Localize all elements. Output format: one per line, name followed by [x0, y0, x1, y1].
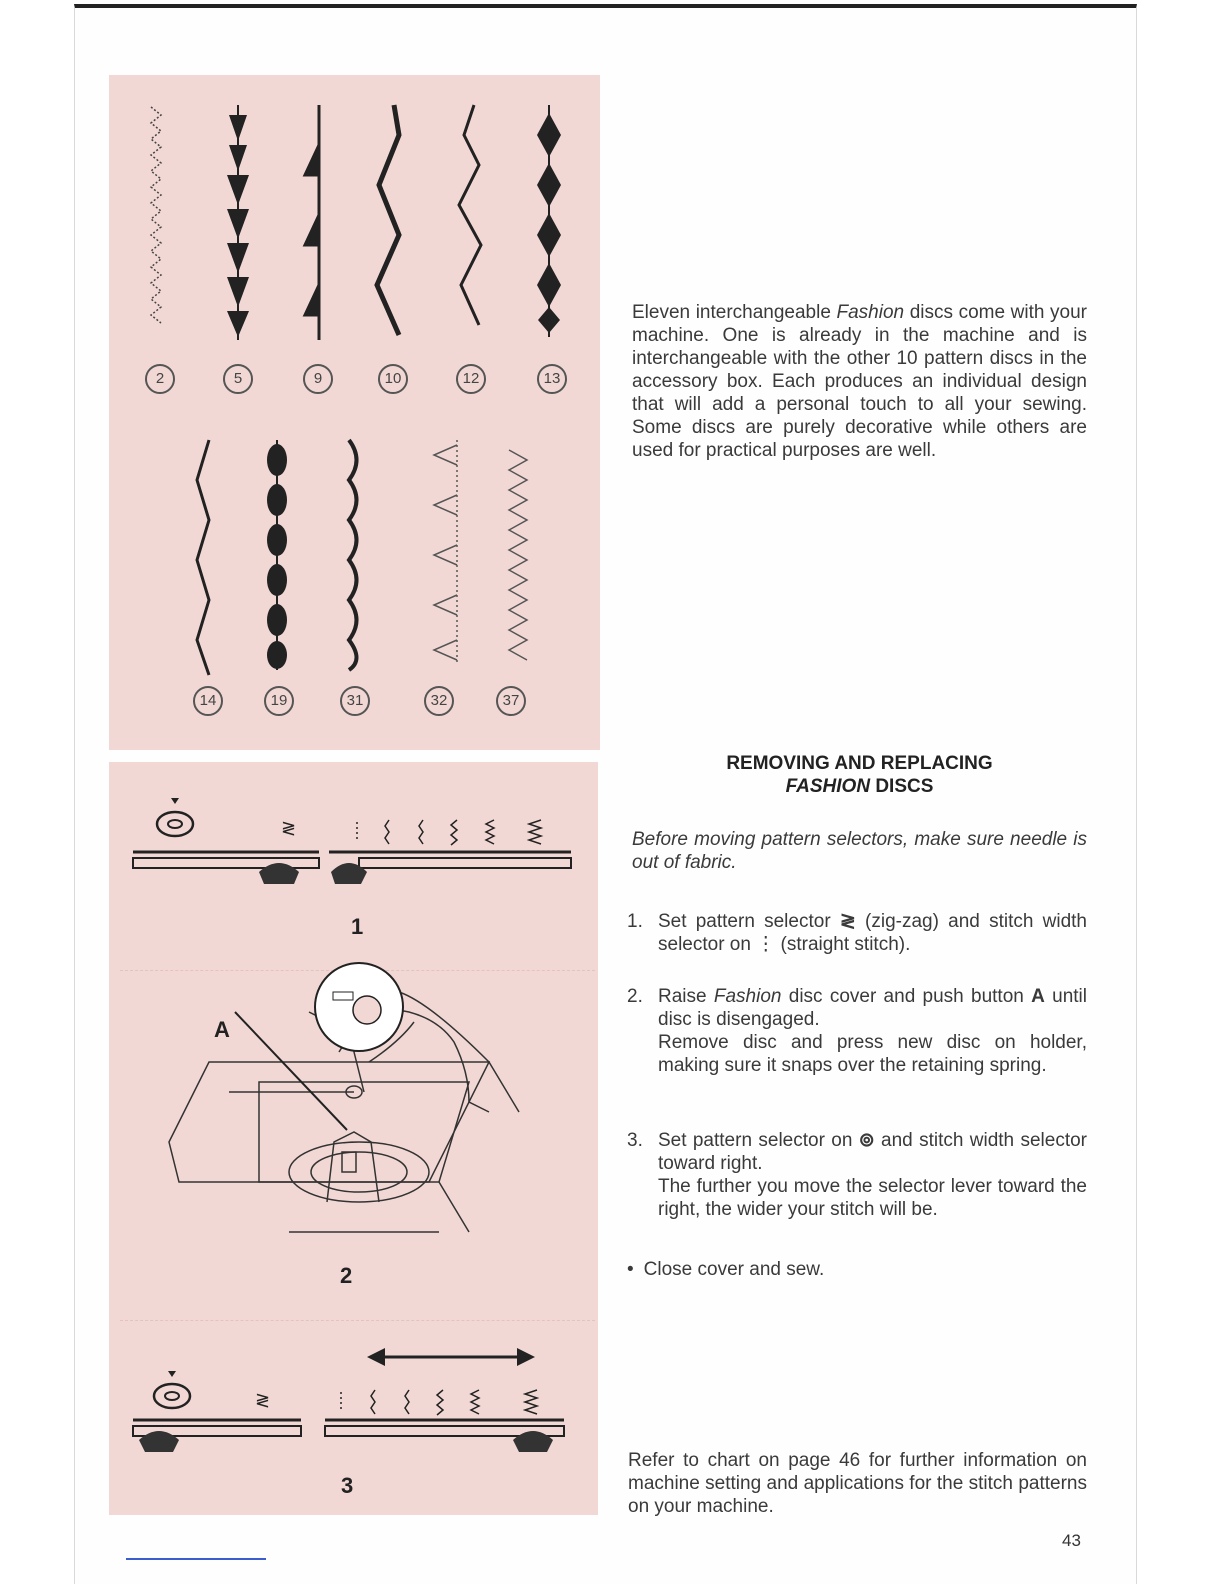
figure-3-number: 3	[341, 1473, 354, 1498]
pattern-number-5: 5	[223, 364, 253, 394]
step-3: 3. Set pattern selector on ⊚ and stitch width selector toward right. The further you move the selector lever toward the right, the wider your stitch will be.	[627, 1130, 1088, 1220]
figure-3-illustration	[109, 1330, 598, 1480]
pattern-number-32: 32	[424, 686, 454, 716]
pattern-37-stitch	[509, 450, 527, 660]
pattern-9-stitch	[305, 105, 319, 340]
zigzag-symbol-icon: ≷	[839, 911, 856, 932]
button-a-label: A	[214, 1017, 230, 1042]
section-heading: REMOVING AND REPLACING FASHION DISCS	[726, 753, 993, 797]
step-2: 2. Raise Fashion disc cover and push button A until disc is disengaged. Remove disc and press new disc on holder, making sure it snaps over the retaining spring.	[627, 986, 1087, 1076]
pattern-number-12: 12	[456, 364, 486, 394]
pattern-32-stitch	[434, 440, 457, 665]
step-1: 1. Set pattern selector ≷ (zig-zag) and stitch width selector on ⋮ (straight stitch).	[627, 911, 1087, 955]
pattern-number-19: 19	[264, 686, 294, 716]
bullet-close-cover: • Close cover and sew.	[627, 1259, 825, 1280]
pattern-13-stitch	[537, 105, 561, 337]
pattern-number-10: 10	[378, 364, 408, 394]
warning-note: Before moving pattern selectors, make sure needle is out of fabric.	[632, 829, 1087, 873]
pattern-number-13: 13	[537, 364, 567, 394]
fashion-disc-symbol-icon: ⊚	[858, 1130, 875, 1151]
intro-paragraph: Eleven interchangeable Fashion discs come with your machine. One is already in the machine and is interchangeable with the other 10 pattern discs in the accessory box. Each produces an individual design that will add a personal touch to all your sewing. Some discs are purely decorative while others are used for practical purposes are well.	[632, 302, 1087, 461]
pattern-14-stitch	[197, 440, 209, 675]
scan-artifact-line	[126, 1558, 266, 1560]
figure-2-number: 2	[340, 1263, 353, 1288]
pattern-12-stitch	[459, 105, 481, 325]
straight-stitch-symbol-icon: ⋮	[756, 934, 776, 955]
pattern-number-9: 9	[303, 364, 333, 394]
svg-text:≷: ≷	[281, 818, 297, 839]
pattern-number-2: 2	[145, 364, 175, 394]
page-number: 43	[1062, 1531, 1081, 1550]
pattern-2-stitch	[151, 107, 161, 323]
pattern-number-31: 31	[340, 686, 370, 716]
figure-2-illustration	[109, 762, 598, 1282]
svg-text:≷: ≷	[255, 1390, 271, 1411]
pattern-number-14: 14	[193, 686, 223, 716]
pattern-19-stitch	[267, 440, 287, 670]
figure-1-number: 1	[351, 914, 364, 939]
refer-note: Refer to chart on page 46 for further information on machine setting and applications for the stitch patterns on your machine.	[628, 1450, 1087, 1517]
stitch-patterns-art	[109, 75, 600, 750]
pattern-number-37: 37	[496, 686, 526, 716]
pattern-31-stitch	[349, 440, 357, 670]
pattern-10-stitch	[377, 105, 399, 335]
figure-divider	[120, 1320, 595, 1321]
pattern-5-stitch	[227, 105, 249, 340]
